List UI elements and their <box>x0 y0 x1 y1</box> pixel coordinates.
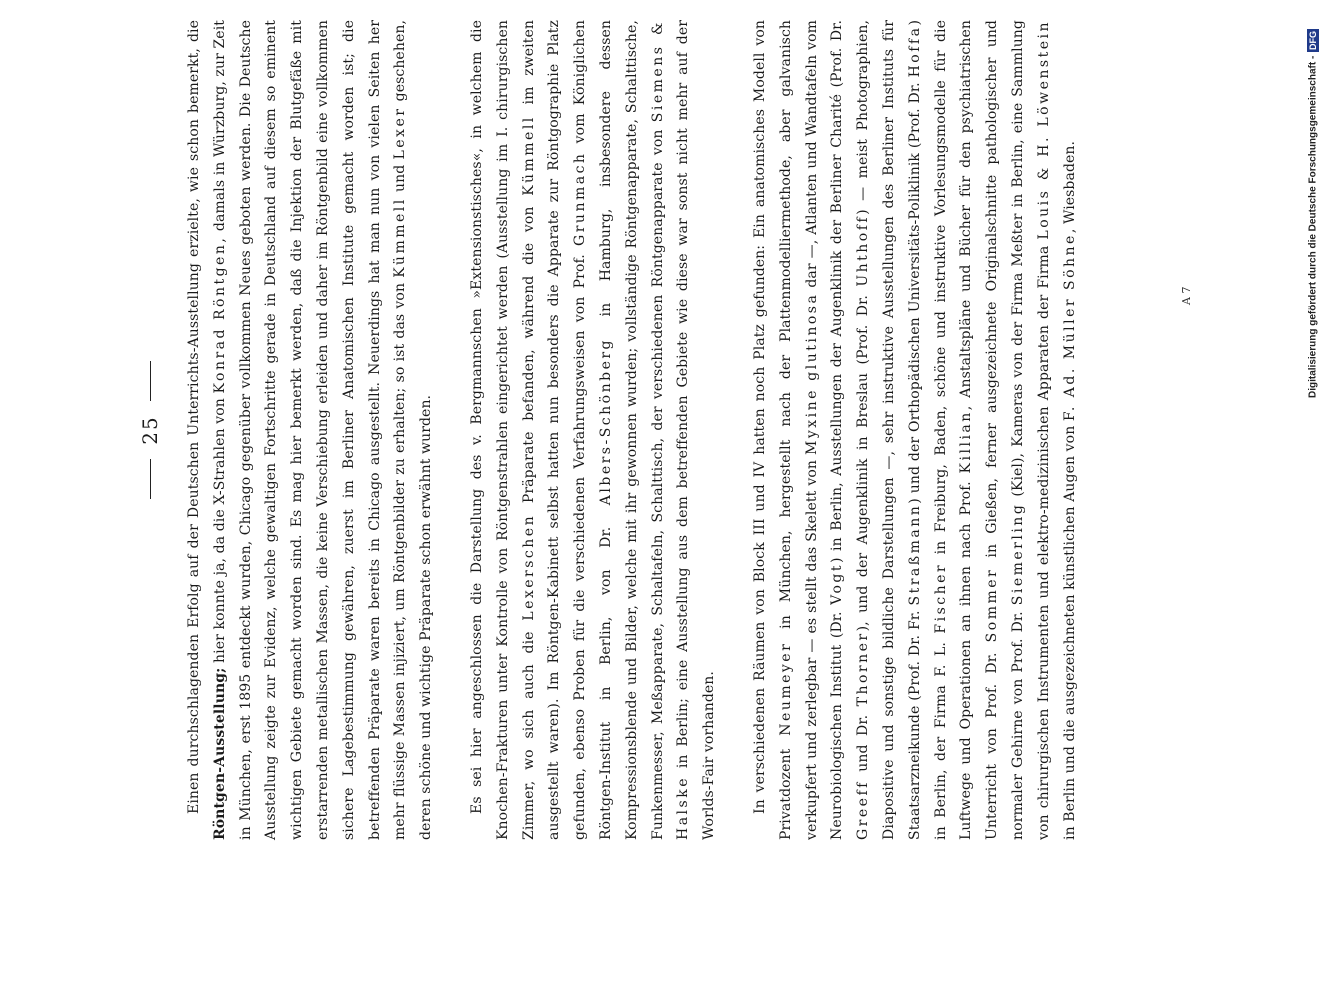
text-run: in Berlin; eine Ausstellung aus dem betreffenden Gebiete wie diese war sonst nicht mehr auf der Worlds-Fair vorhanden. <box>675 20 718 840</box>
spaced-text: Konrad Röntgen, <box>211 235 228 394</box>
paragraph <box>182 20 440 840</box>
spaced-text: Kümmell <box>392 197 409 278</box>
sheet-signature: A 7 <box>1180 286 1193 305</box>
spaced-text: Siemerling <box>1009 502 1026 606</box>
paragraph <box>465 20 723 840</box>
spaced-text: Greeff <box>855 780 872 840</box>
text-run: vom Königlichen Röntgen-Institut in Berlin, von Dr. <box>572 20 614 840</box>
page-number: 25 <box>138 415 162 445</box>
text-run: ), und der Augenklinik in Breslau (Prof. Dr. <box>855 286 872 632</box>
text-run: , Anstaltspläne und Bücher für den psychiatrischen Unterricht von Prof. Dr. <box>958 20 1001 840</box>
text-run: in Hamburg, insbesondere dessen Kompressionsblende und Bilder, welche mit ihr gewonnen wurden; vollständige Röntgenapparate, Schalttische, Funkenmesser, Meßapparate, Schaltafeln, Schalttisch, der verschiedenen Röntgenapparate von <box>597 20 666 840</box>
text-run: dar —, Atlanten und Wandtafeln vom Neurobiologischen Institut (Dr. <box>803 20 846 840</box>
spaced-text: Thorner <box>855 631 872 707</box>
page-body <box>182 20 1083 840</box>
text-run: hier konnte ja, da die X-Strahlen von <box>211 393 228 668</box>
text-run: Präparate befanden, während die von <box>520 195 537 514</box>
spaced-text: Lexerschen <box>520 513 537 621</box>
bold-text: Röntgen-Ausstellung; <box>211 667 228 840</box>
text-run: ) in Berlin, Ausstellungen der Augenklinik der Berliner Charité (Prof. Dr. <box>829 20 846 564</box>
text-run: (Kiel), Kameras von der Firma Meßter in Berlin, eine Sammlung von chirurgischen Instrumenten und elektro-medizinischen Apparaten der Firma <box>1009 20 1052 840</box>
spaced-text: Kümmell <box>520 115 537 196</box>
paragraph <box>748 20 1083 840</box>
spaced-text: Vogt <box>829 563 846 605</box>
spaced-text: Straßmann <box>906 503 923 606</box>
text-run: , Wiesbaden. <box>1061 140 1078 234</box>
spaced-text: Grunmach <box>572 151 589 246</box>
spaced-text: Lexer <box>392 106 409 160</box>
text-run: in Freiburg, Baden, schöne und instruktive Vorlesungsmodelle für die Luftwege und Operationen an ihnen nach Prof. <box>932 20 975 840</box>
rotated-page <box>130 20 1130 840</box>
text-run: in München, hergestellt nach der Plattenmodelliermethode, aber galvanisch verkupfert und zerlegbar — es stellt das Skelett von <box>777 19 820 840</box>
text-run: geschehen, deren schöne und wichtige Präparate schon erwähnt wurden. <box>392 20 435 840</box>
text-run: Es sei hier angeschlossen die Darstellung des v. Bergmannschen »Extensionstisches«, in welchem die Knochen-Frakturen unter Kontrolle von Röntgenstrahlen eingerichtet werden (Ausstellung im I. chirurgischen Zimmer, wo sich auch die <box>468 20 537 840</box>
text-run: damals in Würzburg, zur Zeit in München, erst 1895 entdeckt wurden, Chicago gegenüber vollkommen Neues geboten werden. Die Deutsche Ausstellung zeigte zur Evidenz, welche gewaltigen Fortschritte gerade in Deutschland auf diesem so eminent wichtigen Gebiete gemacht worden sind. Es mag hier bemerkt werden, daß die Injektion der Blutgefäße mit erstarrenden metallischen Massen, die keine Verschiebung erleiden und daher im Röntgenbild eine vollkommen sichere Lagebestimmung gewähren, zuerst im Berliner Anatomischen Institute gemacht worden ist; die betreffenden Präparate waren bereits in Chicago ausgestellt. Neuerdings hat man nun von vielen Seiten her mehr flüssige Massen injiziert, um Röntgenbilder zu erhalten; so ist das von <box>211 20 409 840</box>
spaced-text: Uhthoff <box>855 214 872 287</box>
dfg-logo: DFG <box>1308 30 1318 50</box>
text-run: in Gießen, ferner ausgezeichnete Originalschnitte pathologischer und normaler Gehirne von Prof. Dr. <box>984 20 1026 840</box>
text-run: In verschiedenen Räumen von Block III und IV hatten noch Platz gefunden: Ein anatomisches Modell von Privatdozent <box>751 20 794 840</box>
header-rule-left <box>150 459 151 499</box>
spaced-text: Fischer <box>932 562 949 634</box>
spaced-text: Myxine glutinosa <box>803 292 820 456</box>
spaced-text: Siemens & Halske <box>649 19 692 840</box>
text-run: ) — meist Photographien, Diapositive und sonstige bildliche Darstellungen —, sehr instruktive Ausstellungen des Berliner Instituts für Staatsarzneikunde (Prof. Dr. Fr. <box>855 20 923 840</box>
text-run: in Berlin und die ausgezeichneten künstlichen Augen von <box>1061 421 1078 840</box>
spaced-text: Neumeyer <box>777 641 794 736</box>
spaced-text: Sommer <box>984 567 1001 643</box>
credit-text: Digitalisierung gefördert durch die Deutsche Forschungsgemeinschaft - <box>1307 55 1319 398</box>
spaced-text: Killian <box>958 410 975 474</box>
text-run: und <box>392 159 409 198</box>
digitization-credit <box>1305 8 1321 398</box>
spaced-text: F. Ad. Müller Söhne <box>1061 233 1078 422</box>
text-run: ) in Berlin, der Firma F. L. <box>906 19 949 840</box>
page-header <box>130 20 170 840</box>
spaced-text: Albers-Schönberg <box>597 337 614 506</box>
spaced-text: Hoffa <box>906 25 923 78</box>
text-run: im zweiten ausgestellt waren). Im Röntgen-Kabinett selbst hatten nun besonders die Apparate zur Röntgographie Platz gefunden, ebenso Proben für die verschiedenen Verfahrungsweisen von Prof. <box>520 20 589 840</box>
text-run: und Dr. <box>855 706 872 781</box>
spaced-text: Louis & H. Löwenstein <box>1035 20 1052 240</box>
text-run: Einen durchschlagenden Erfolg auf der Deutschen Unterrichts-Ausstellung erzielte, wie schon bemerkt, die <box>186 20 202 814</box>
header-rule-right <box>150 361 151 401</box>
text-run: ) und der Orthopädischen Universitäts-Poliklinik (Prof. Dr. <box>906 77 923 504</box>
